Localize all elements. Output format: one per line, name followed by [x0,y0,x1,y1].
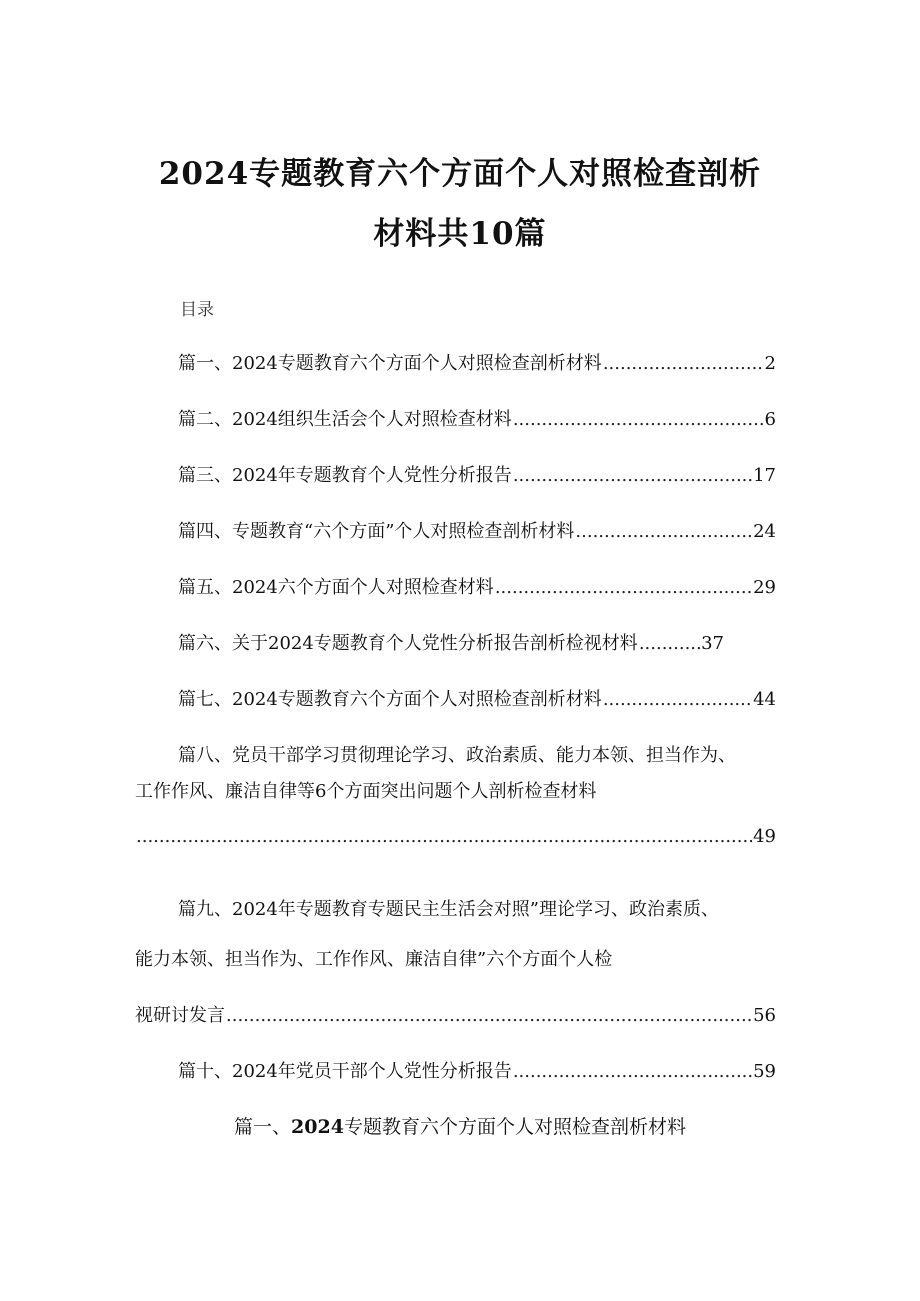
toc-entry-text: 篇一、2024专题教育六个方面个人对照检查剖析材料 [178,353,602,374]
section-heading [0,1112,920,1139]
toc-entry-leader-line [135,826,776,847]
section-heading-year: 2024 [291,1116,344,1138]
toc-entry-6[interactable] [178,629,724,655]
toc-entry-10[interactable] [178,1057,776,1083]
toc-leader-dots [495,577,752,598]
toc-entry-5[interactable] [178,573,776,599]
section-heading-rest: 专题教育六个方面个人对照检查剖析材料 [343,1116,686,1138]
toc-page-number: 17 [753,465,776,486]
toc-leader-dots [603,689,752,710]
toc-entry-2[interactable] [178,405,776,431]
toc-leader-dots [603,353,764,374]
toc-page-number: 37 [701,633,724,654]
toc-entry-3[interactable] [178,461,776,487]
document-title-line-2: 材料共10篇 [373,216,547,252]
toc-leader-dots [513,409,764,430]
toc-page-number: 56 [753,1005,776,1026]
toc-leader-dots [226,1005,752,1026]
toc-entry-text: 能力本领、担当作为、工作作风、廉洁自律”六个方面个人检 [135,949,613,970]
toc-entry-7[interactable] [178,685,776,711]
section-heading-prefix: 篇一、 [234,1116,292,1138]
toc-page-number: 44 [753,689,776,710]
toc-page-number: 59 [753,1061,776,1082]
toc-leader-dots [513,1061,752,1082]
toc-page-number: 24 [753,521,776,542]
toc-entry-text: 篇七、2024专题教育六个方面个人对照检查剖析材料 [178,689,602,710]
toc-entry-1[interactable] [178,349,776,375]
toc-page-number: 29 [753,577,776,598]
toc-entry-text: 篇八、党员干部学习贯彻理论学习、政治素质、能力本领、担当作为、 [178,745,736,766]
toc-entry-leader-line [135,1001,776,1027]
toc-page-number: 6 [764,409,776,430]
toc-entry-text: 工作作风、廉洁自律等6个方面突出问题个人剖析检查材料 [135,781,597,802]
toc-label: 目录 [180,300,214,320]
toc-entry-text: 视研讨发言 [135,1005,225,1026]
toc-leader-dots [575,521,752,542]
toc-entry-text: 篇二、2024组织生活会个人对照检查材料 [178,409,512,430]
toc-entry-text: 篇十、2024年党员干部个人党性分析报告 [178,1061,512,1082]
document-title-line-1: 2024专题教育六个方面个人对照检查剖析 [158,156,762,192]
toc-entry-text: 篇六、关于2024专题教育个人党性分析报告剖析检视材料 [178,633,638,654]
toc-entry-4[interactable] [178,517,776,543]
toc-page-number: 49 [753,826,776,847]
toc-entry-text: 篇五、2024六个方面个人对照检查材料 [178,577,494,598]
toc-entry-text: 篇九、2024年专题教育专题民主生活会对照”理论学习、政治素质、 [178,899,720,920]
toc-page-number: 2 [764,353,776,374]
toc-entry-text: 篇三、2024年专题教育个人党性分析报告 [178,465,512,486]
toc-leader-dots [513,465,752,486]
toc-leader-dots [639,633,700,654]
toc-leader-dots [136,826,752,847]
toc-entry-text: 篇四、专题教育“六个方面”个人对照检查剖析材料 [178,521,575,542]
